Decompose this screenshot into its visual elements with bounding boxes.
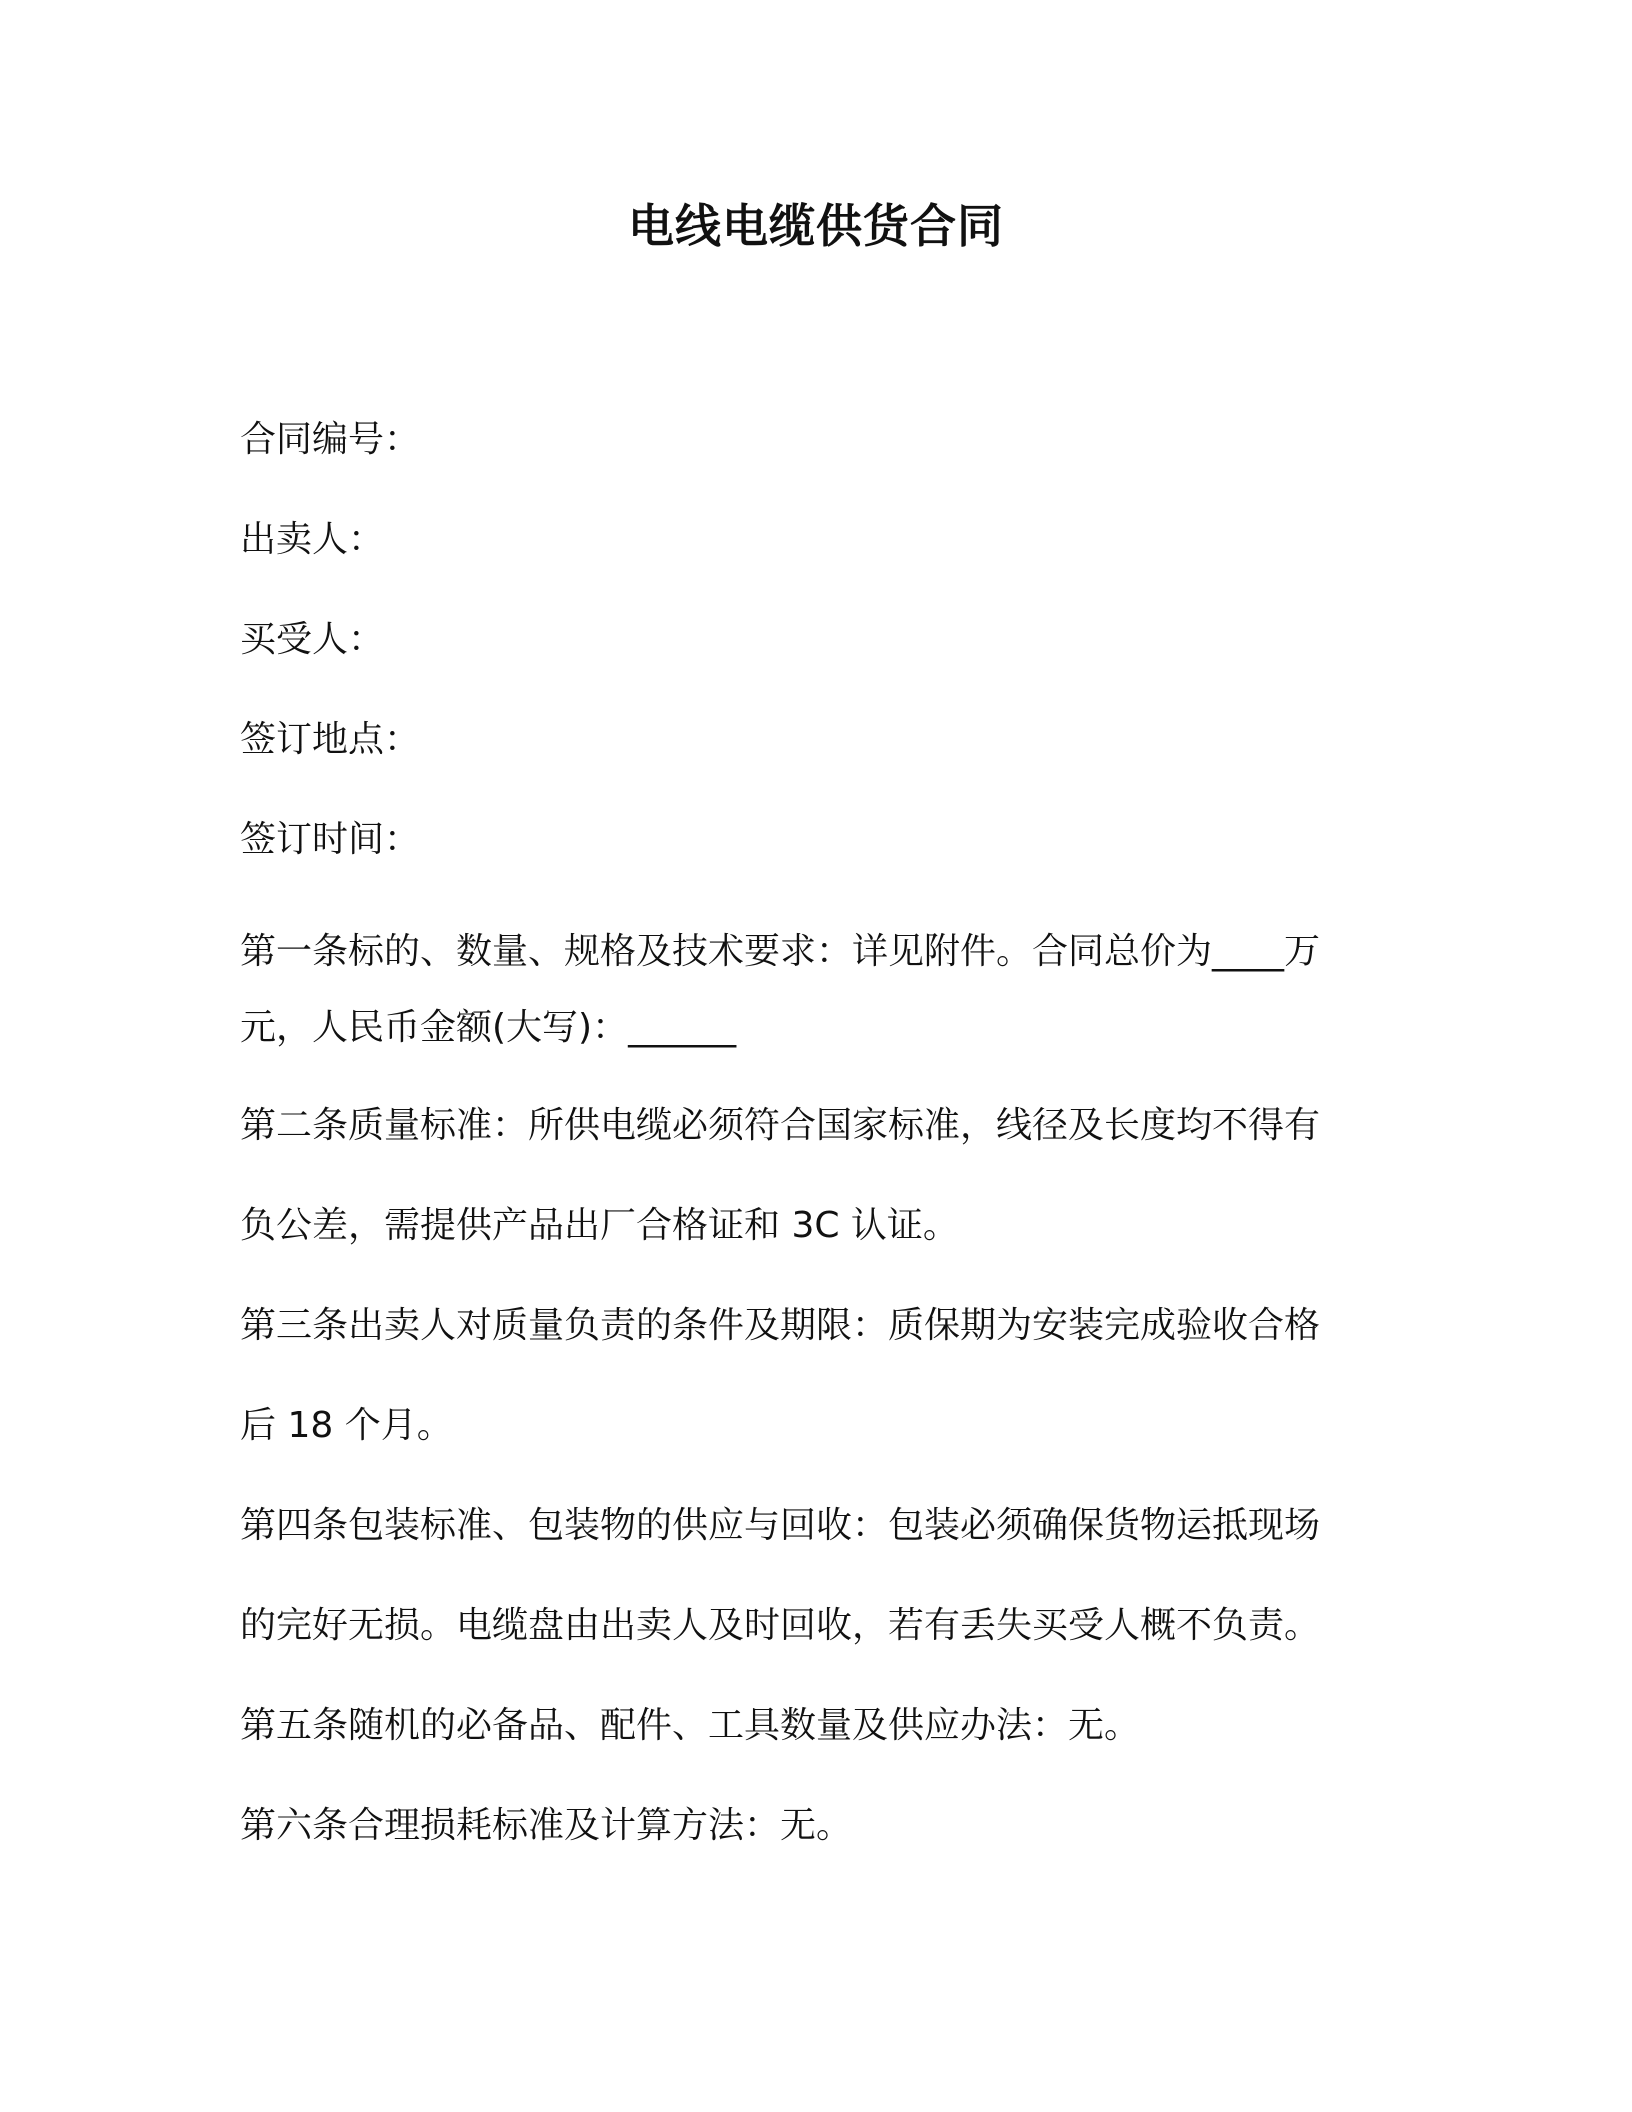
contract-number-label: 合同编号： bbox=[240, 419, 421, 460]
document-title: 电线电缆供货合同 bbox=[628, 199, 1004, 253]
clause-2-line-1: 第二条质量标准：所供电缆必须符合国家标准，线径及长度均不得有 bbox=[240, 1105, 1321, 1146]
seller-label: 出卖人： bbox=[240, 519, 385, 560]
signing-time-label: 签订时间： bbox=[240, 819, 421, 860]
clause-3-line-1: 第三条出卖人对质量负责的条件及期限：质保期为安装完成验收合格 bbox=[240, 1305, 1321, 1346]
clause-1-line-1: 第一条标的、数量、规格及技术要求：详见附件。合同总价为____万 bbox=[240, 931, 1321, 972]
clause-6: 第六条合理损耗标准及计算方法：无。 bbox=[240, 1805, 853, 1846]
clause-4-line-1: 第四条包装标准、包装物的供应与回收：包装必须确保货物运抵现场 bbox=[240, 1505, 1321, 1546]
clause-2-line-2: 负公差，需提供产品出厂合格证和 3C 认证。 bbox=[240, 1205, 959, 1246]
clause-3-line-2: 后 18 个月。 bbox=[240, 1405, 453, 1446]
clause-5: 第五条随机的必备品、配件、工具数量及供应办法：无。 bbox=[240, 1705, 1141, 1746]
signing-place-label: 签订地点： bbox=[240, 719, 421, 760]
buyer-label: 买受人： bbox=[240, 619, 385, 660]
clause-4-line-2: 的完好无损。电缆盘由出卖人及时回收，若有丢失买受人概不负责。 bbox=[240, 1605, 1321, 1646]
clause-1-line-2: 元，人民币金额(大写)：______ bbox=[240, 1007, 737, 1048]
